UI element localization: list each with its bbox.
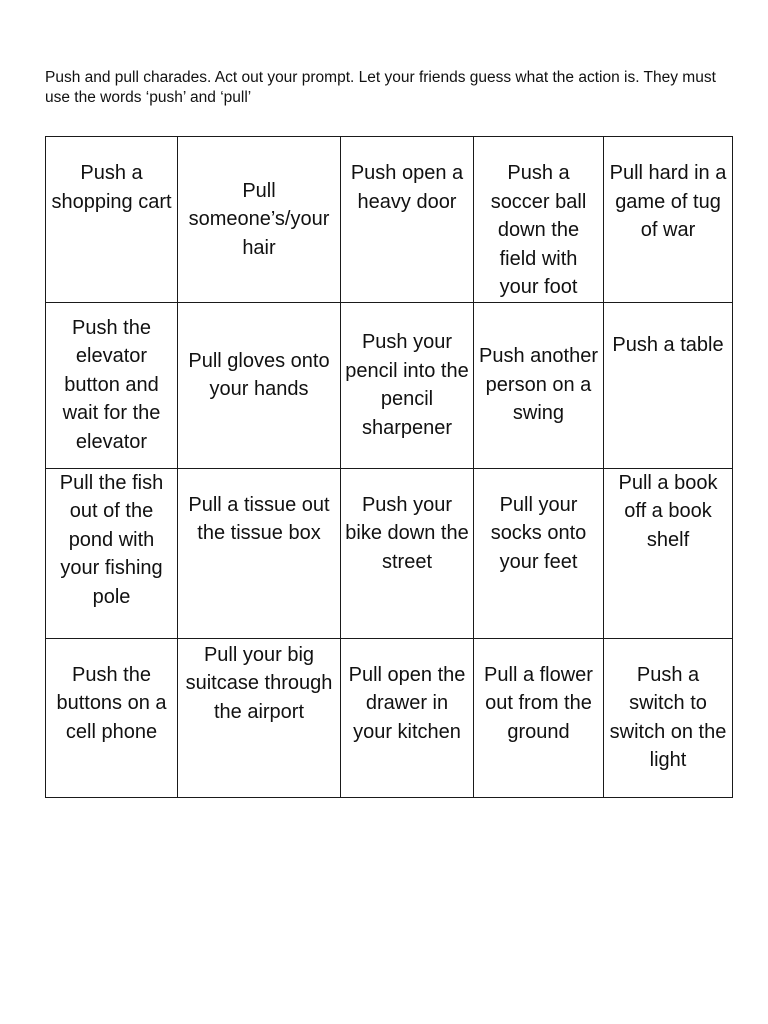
grid-row <box>46 468 733 638</box>
prompt-cell: Push a soccer ball down the field with your foot <box>474 137 604 303</box>
prompt-cell: Push the buttons on a cell phone <box>46 638 178 797</box>
prompt-cell: Push another person on a swing <box>474 302 604 468</box>
prompt-cell: Push your pencil into the pencil sharpener <box>341 302 474 468</box>
prompt-cell: Pull someone’s/your hair <box>178 137 341 303</box>
prompt-cell: Pull your big suitcase through the airport <box>178 638 341 797</box>
prompt-cell: Push a table <box>604 302 733 468</box>
prompt-cell: Pull a flower out from the ground <box>474 638 604 797</box>
prompt-cell: Pull the fish out of the pond with your fishing pole <box>46 468 178 638</box>
instructions-text: Push and pull charades. Act out your prompt. Let your friends guess what the action is. They must use the words ‘push’ and ‘pull’ <box>45 69 716 106</box>
grid-row <box>46 638 733 797</box>
prompt-cell: Pull a book off a book shelf <box>604 468 733 638</box>
prompt-cell: Push a shopping cart <box>46 137 178 303</box>
prompt-cell: Push open a heavy door <box>341 137 474 303</box>
grid-row <box>46 137 733 303</box>
prompt-cell: Pull your socks onto your feet <box>474 468 604 638</box>
prompt-cell: Push your bike down the street <box>341 468 474 638</box>
prompt-cell: Pull hard in a game of tug of war <box>604 137 733 303</box>
prompt-cell: Push a switch to switch on the light <box>604 638 733 797</box>
grid-row <box>46 302 733 468</box>
prompt-cell: Pull open the drawer in your kitchen <box>341 638 474 797</box>
charades-grid <box>45 136 733 798</box>
prompt-cell: Pull gloves onto your hands <box>178 302 341 468</box>
prompt-cell: Push the elevator button and wait for the elevator <box>46 302 178 468</box>
prompt-cell: Pull a tissue out the tissue box <box>178 468 341 638</box>
